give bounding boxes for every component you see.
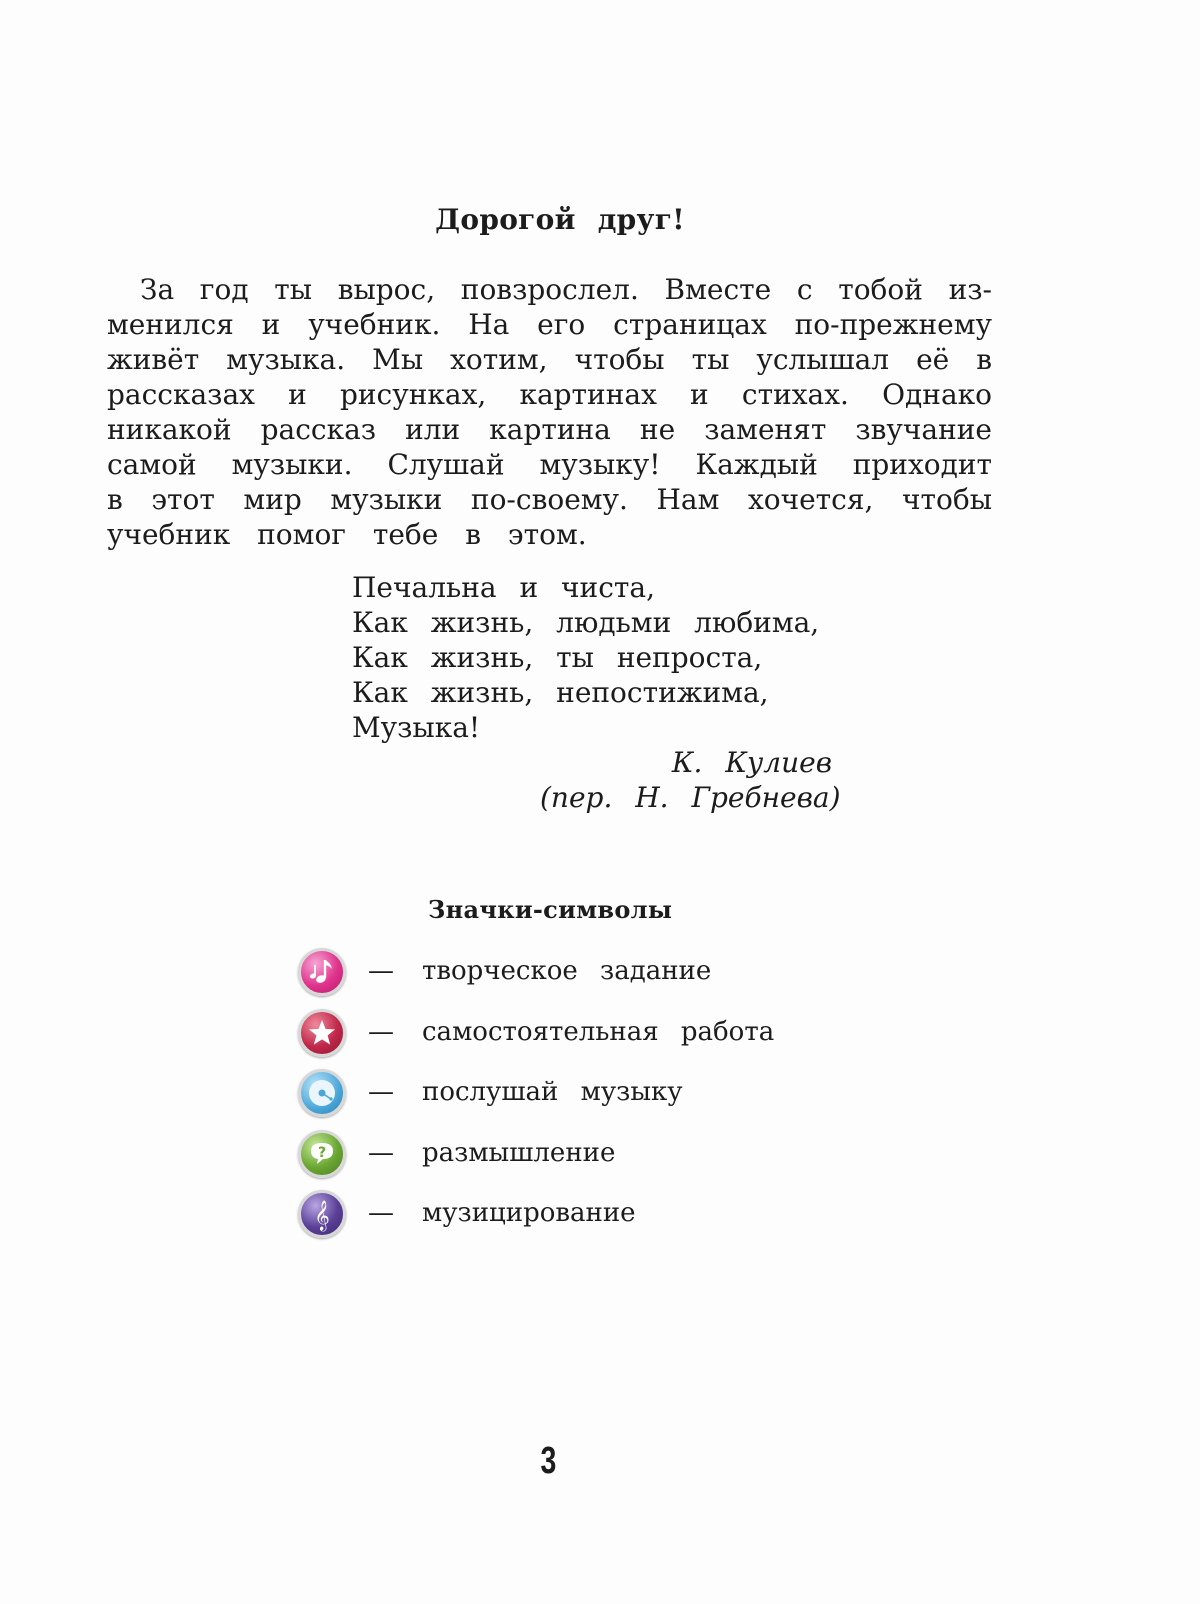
poem-translator: (пер. Н. Гребнева) [540, 781, 841, 814]
poem-verse: Как жизнь, непостижима, [352, 676, 769, 709]
cd-disc-icon [298, 1069, 346, 1117]
letter-line: самой музыки. Слушай музыку! Каждый приходит [107, 448, 992, 481]
poem-verse: Музыка! [352, 711, 481, 744]
legend-dash: — [368, 1016, 394, 1047]
symbols-heading: Значки-символы [428, 895, 673, 924]
legend-label: послушай музыку [422, 1077, 683, 1107]
letter-line: рассказах и рисунках, картинах и стихах. Однако [107, 378, 992, 411]
svg-text:𝄞: 𝄞 [314, 1201, 330, 1231]
question-bubble-icon [298, 1130, 346, 1178]
legend-dash: — [368, 956, 394, 986]
legend-label: творческое задание [422, 956, 712, 986]
legend-dash: — [368, 1077, 394, 1107]
page-number: 3 [540, 1440, 557, 1482]
letter-line: За год ты вырос, повзрослел. Вместе с тобой из- [140, 273, 992, 306]
svg-text:?: ? [317, 1144, 327, 1161]
letter-line: учебник помог тебе в этом. [107, 518, 587, 551]
page-title: Дорогой друг! [435, 203, 685, 236]
letter-line: никакой рассказ или картина не заменят звучание [107, 413, 992, 446]
treble-clef-icon [298, 1190, 346, 1238]
legend-label: музицирование [422, 1198, 636, 1228]
legend-dash: — [368, 1198, 394, 1228]
legend-dash: — [368, 1137, 394, 1168]
letter-line: менился и учебник. На его страницах по-прежнему [107, 308, 992, 341]
poem-verse: Как жизнь, ты непроста, [352, 641, 763, 674]
star-icon [298, 1009, 346, 1057]
poem-verse: Печальна и чиста, [352, 571, 655, 604]
music-note-icon [298, 948, 346, 996]
poem-author: К. Кулиев [671, 746, 832, 779]
letter-line: живёт музыка. Мы хотим, чтобы ты услышал её в [107, 343, 992, 376]
intro-letter [107, 272, 992, 552]
legend-label: самостоятельная работа [422, 1016, 775, 1047]
legend-label: размышление [422, 1137, 616, 1168]
poem [352, 570, 819, 745]
poem-attribution [540, 745, 841, 815]
poem-verse: Как жизнь, людьми любима, [352, 606, 820, 639]
letter-line: в этот мир музыки по-своему. Нам хочется, чтобы [107, 483, 992, 516]
